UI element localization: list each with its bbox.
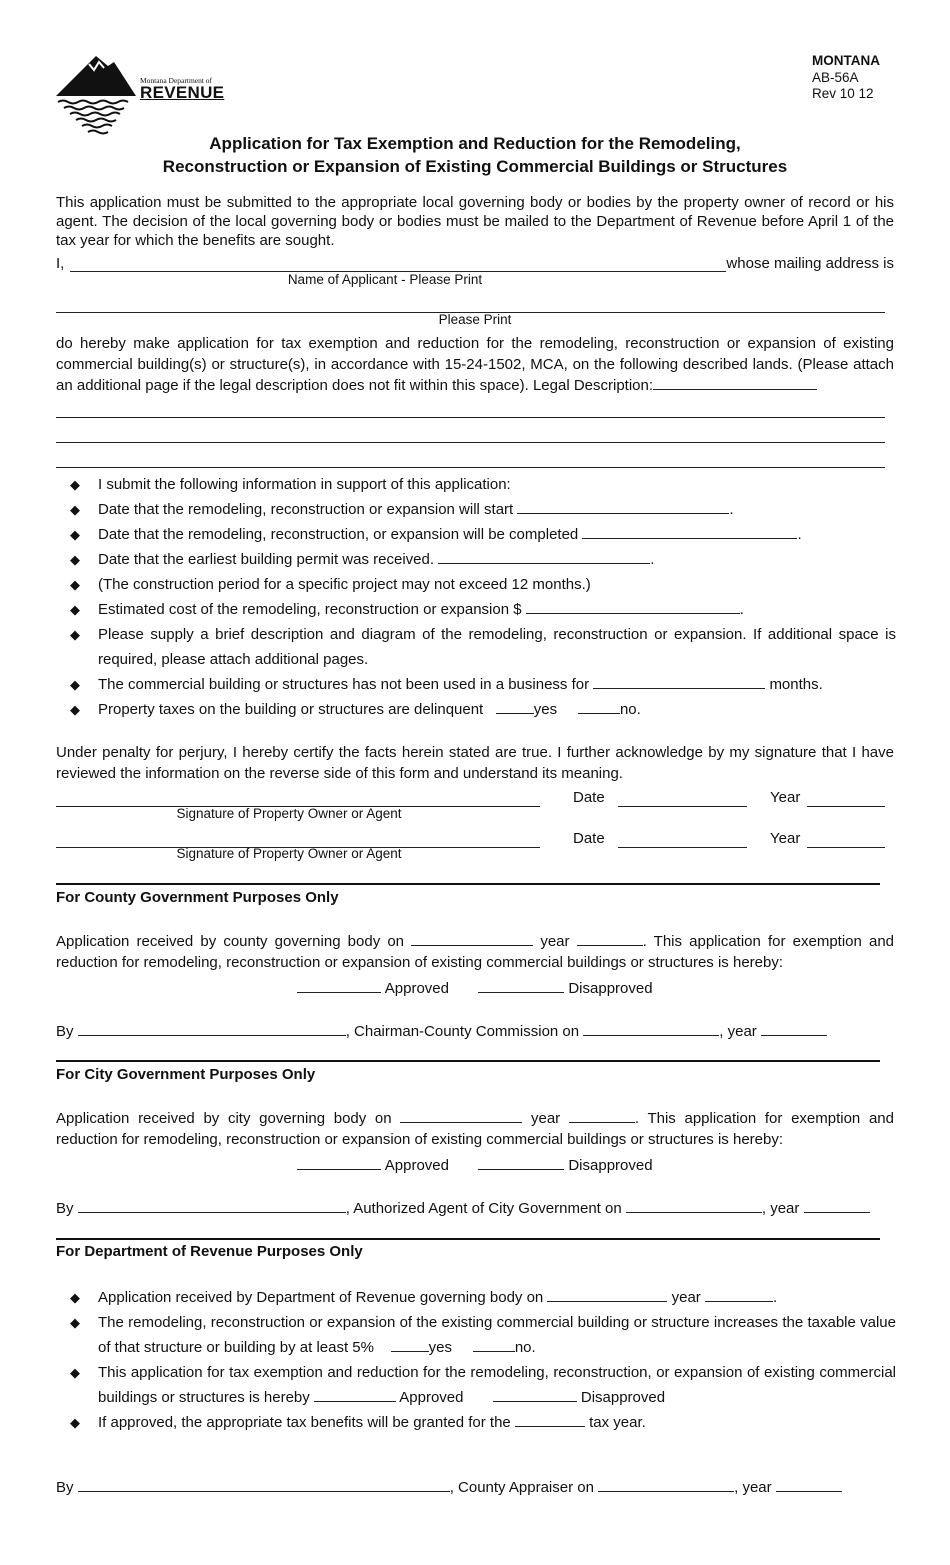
dor-year-field[interactable] xyxy=(705,1288,773,1302)
legal-description-line[interactable] xyxy=(56,442,885,443)
year-field-2[interactable] xyxy=(807,847,885,848)
city-decision-row xyxy=(56,1156,894,1174)
city-approved-label: Approved xyxy=(384,1157,449,1174)
dor-appraiser-field[interactable] xyxy=(78,1478,450,1492)
applicant-suffix: whose mailing address is xyxy=(726,255,894,272)
diamond-bullet-icon: ◆ xyxy=(70,1365,80,1380)
logo-department-text: Montana Department of xyxy=(140,76,213,85)
dor-exemption-label: This application for tax exemption and reduction for the remodeling, reconstruction, or expansion of existing commercial buildings or structures is hereby xyxy=(98,1364,896,1406)
diamond-bullet-icon: ◆ xyxy=(70,627,80,642)
dor-tax-year-field[interactable] xyxy=(515,1413,585,1427)
list-item: ◆ Date that the earliest building permit was received. . xyxy=(56,547,896,572)
county-decision-row xyxy=(56,979,894,997)
county-by-row xyxy=(56,1022,827,1040)
complete-date-label: Date that the remodeling, reconstruction, or expansion will be completed xyxy=(98,526,579,543)
applicant-prefix: I, xyxy=(56,255,65,272)
form-identifier xyxy=(812,53,892,103)
section-divider xyxy=(56,1060,880,1062)
applicant-name-row xyxy=(56,255,894,272)
dor-disapproved-field[interactable] xyxy=(493,1388,577,1402)
certification-paragraph: Under penalty for perjury, I hereby certify the facts herein stated are true. I further acknowledge by my signature that I have reviewed the information on the reverse side of this form and understand its meaning. xyxy=(56,744,894,782)
city-agent-field[interactable] xyxy=(78,1199,346,1213)
delinquent-label: Property taxes on the building or structures are delinquent xyxy=(98,701,484,718)
dor-increase-no-field[interactable] xyxy=(473,1338,515,1352)
dor-received-date-field[interactable] xyxy=(547,1288,667,1302)
list-item: ◆ Application received by Department of Revenue governing body on year . xyxy=(56,1285,896,1310)
county-approved-field[interactable] xyxy=(297,979,381,993)
city-received-label: Application received by city governing body on xyxy=(56,1110,392,1127)
construction-period-note: (The construction period for a specific project may not exceed 12 months.) xyxy=(98,576,591,593)
revenue-logo xyxy=(56,52,226,138)
diamond-bullet-icon: ◆ xyxy=(70,602,80,617)
city-agent-year-field[interactable] xyxy=(804,1199,870,1213)
county-year2-label: , year xyxy=(719,1023,757,1040)
diamond-bullet-icon: ◆ xyxy=(70,677,80,692)
unused-months-field[interactable] xyxy=(593,675,765,689)
delinquent-no-field[interactable] xyxy=(578,700,620,714)
diamond-bullet-icon: ◆ xyxy=(70,1415,80,1430)
logo-revenue-text: REVENUE xyxy=(140,83,225,102)
county-commission-date-field[interactable] xyxy=(583,1022,719,1036)
dor-appraiser-year-field[interactable] xyxy=(776,1478,842,1492)
state-label: MONTANA xyxy=(812,53,880,68)
county-statement: . This application for exemption and reduction for remodeling, reconstruction or expansion of existing commercial buildings or structures is hereby: xyxy=(56,933,895,971)
diamond-bullet-icon: ◆ xyxy=(70,1290,80,1305)
county-chairman-field[interactable] xyxy=(78,1022,346,1036)
dor-approved-field[interactable] xyxy=(314,1388,396,1402)
dor-by-row xyxy=(56,1478,842,1496)
applicant-name-field[interactable] xyxy=(70,258,726,272)
city-received-date-field[interactable] xyxy=(400,1109,522,1123)
year-field-1[interactable] xyxy=(807,806,885,807)
county-role-label: , Chairman-County Commission on xyxy=(345,1023,580,1040)
diamond-bullet-icon: ◆ xyxy=(70,702,80,717)
dor-increase-label: The remodeling, reconstruction or expansion of the existing commercial building or structure increases the taxable value of that structure or building by at least 5% xyxy=(98,1314,896,1356)
county-commission-year-field[interactable] xyxy=(761,1022,827,1036)
mountain-logo-icon xyxy=(56,52,140,138)
date-field-1[interactable] xyxy=(618,806,747,807)
diamond-bullet-icon: ◆ xyxy=(70,1315,80,1330)
dor-benefits-suffix: tax year. xyxy=(589,1414,646,1431)
city-year-field[interactable] xyxy=(569,1109,635,1123)
title-line-1: Application for Tax Exemption and Reduction for the Remodeling, xyxy=(209,134,741,153)
permit-date-label: Date that the earliest building permit was received. xyxy=(98,551,435,568)
description-instruction: Please supply a brief description and diagram of the remodeling, reconstruction or expansion. If additional space is required, please attach additional pages. xyxy=(98,626,896,668)
city-role-label: , Authorized Agent of City Government on xyxy=(345,1200,622,1217)
dor-role-label: , County Appraiser on xyxy=(449,1479,594,1496)
yes-label: yes xyxy=(533,701,558,718)
county-received-label: Application received by county governing body on xyxy=(56,933,405,950)
dor-increase-yes-field[interactable] xyxy=(391,1338,429,1352)
list-item xyxy=(56,1310,896,1360)
form-number: AB-56A xyxy=(812,69,859,85)
list-item: ◆ Date that the remodeling, reconstruction or expansion will start . xyxy=(56,497,896,522)
date-field-2[interactable] xyxy=(618,847,747,848)
estimated-cost-field[interactable] xyxy=(526,600,740,614)
dor-benefits-label: If approved, the appropriate tax benefits will be granted for the xyxy=(98,1414,511,1431)
county-received-date-field[interactable] xyxy=(411,932,533,946)
support-list xyxy=(56,472,896,722)
no-label: no. xyxy=(619,701,641,718)
city-statement: . This application for exemption and reduction for remodeling, reconstruction or expansion of existing commercial buildings or structures is hereby: xyxy=(56,1110,894,1148)
list-item xyxy=(56,672,896,697)
intro-paragraph: This application must be submitted to the appropriate local governing body or bodies by the property owner of record or his agent. The decision of the local governing body or bodies must be mailed to the Department of Revenue before April 1 of the tax year for which the benefits are sought. xyxy=(56,194,894,249)
signature-caption-2: Signature of Property Owner or Agent xyxy=(176,846,402,861)
application-statement xyxy=(56,333,894,396)
section-divider xyxy=(56,883,880,885)
complete-date-field[interactable] xyxy=(582,525,797,539)
unused-period-suffix: months. xyxy=(769,676,823,693)
dor-disapproved-label: Disapproved xyxy=(580,1389,666,1406)
list-item: ◆ Date that the remodeling, reconstruction, or expansion will be completed . xyxy=(56,522,896,547)
county-disapproved-field[interactable] xyxy=(478,979,564,993)
title-line-2: Reconstruction or Expansion of Existing Commercial Buildings or Structures xyxy=(162,157,788,176)
signature-caption-1: Signature of Property Owner or Agent xyxy=(176,806,402,821)
section-divider xyxy=(56,1238,880,1240)
list-item: ◆ Estimated cost of the remodeling, reconstruction or expansion $ . xyxy=(56,597,896,622)
date-label-1: Date xyxy=(573,789,605,806)
county-year-label: year xyxy=(540,933,570,950)
legal-description-line[interactable] xyxy=(56,467,885,468)
start-date-field[interactable] xyxy=(517,500,729,514)
list-item xyxy=(56,697,896,722)
city-by-row xyxy=(56,1199,870,1217)
city-by-label: By xyxy=(56,1200,74,1217)
start-date-label: Date that the remodeling, reconstruction or expansion will start xyxy=(98,501,514,518)
legal-description-field[interactable] xyxy=(653,376,817,390)
city-year-label: year xyxy=(531,1110,561,1127)
city-agent-date-field[interactable] xyxy=(626,1199,762,1213)
city-heading: For City Government Purposes Only xyxy=(56,1066,316,1083)
dor-by-label: By xyxy=(56,1479,74,1496)
diamond-bullet-icon: ◆ xyxy=(70,502,80,517)
county-by-label: By xyxy=(56,1023,74,1040)
county-approved-label: Approved xyxy=(384,980,449,997)
dor-heading: For Department of Revenue Purposes Only xyxy=(56,1243,363,1260)
diamond-bullet-icon: ◆ xyxy=(70,552,80,567)
county-year-field[interactable] xyxy=(577,932,643,946)
form-title xyxy=(40,132,910,178)
list-item xyxy=(56,1410,896,1435)
year-label-2: Year xyxy=(770,830,801,847)
diamond-bullet-icon: ◆ xyxy=(70,577,80,592)
city-disapproved-field[interactable] xyxy=(478,1156,564,1170)
city-year2-label: , year xyxy=(761,1200,800,1217)
dor-approved-label: Approved xyxy=(399,1389,464,1406)
city-received-paragraph xyxy=(56,1108,894,1150)
list-item xyxy=(56,572,896,597)
list-item xyxy=(56,1360,896,1410)
dor-yes-label: yes xyxy=(428,1339,452,1356)
application-statement-text: do hereby make application for tax exemption and reduction for the remodeling, reconstruction or expansion of existing commercial building(s) or structure(s), in accordance with 15-24-1502, MCA, on the following described lands. (Please attach an additional page if the legal description does not fit within this space). Legal Description: xyxy=(56,335,894,394)
county-heading: For County Government Purposes Only xyxy=(56,889,339,906)
date-label-2: Date xyxy=(573,830,605,847)
diamond-bullet-icon: ◆ xyxy=(70,527,80,542)
dor-year2-label: , year xyxy=(734,1479,772,1496)
permit-date-field[interactable] xyxy=(438,550,650,564)
county-received-paragraph xyxy=(56,931,894,973)
applicant-name-caption: Name of Applicant - Please Print xyxy=(287,272,483,287)
dor-list xyxy=(56,1285,896,1435)
dor-appraiser-date-field[interactable] xyxy=(598,1478,734,1492)
dor-no-label: no. xyxy=(514,1339,536,1356)
year-label-1: Year xyxy=(770,789,801,806)
estimated-cost-label: Estimated cost of the remodeling, reconstruction or expansion $ xyxy=(98,601,522,618)
city-approved-field[interactable] xyxy=(297,1156,381,1170)
county-disapproved-label: Disapproved xyxy=(568,980,653,997)
list-item xyxy=(56,622,896,672)
legal-description-line[interactable] xyxy=(56,417,885,418)
delinquent-yes-field[interactable] xyxy=(496,700,534,714)
support-intro: I submit the following information in support of this application: xyxy=(98,476,511,493)
diamond-bullet-icon: ◆ xyxy=(70,477,80,492)
unused-period-label: The commercial building or structures has not been used in a business for xyxy=(98,676,590,693)
dor-received-label: Application received by Department of Revenue governing body on xyxy=(98,1289,544,1306)
mailing-address-caption: Please Print xyxy=(438,312,512,327)
revision-label: Rev 10 12 xyxy=(812,86,874,101)
city-disapproved-label: Disapproved xyxy=(568,1157,653,1174)
dor-year-label: year xyxy=(671,1289,701,1306)
list-item xyxy=(56,472,896,497)
